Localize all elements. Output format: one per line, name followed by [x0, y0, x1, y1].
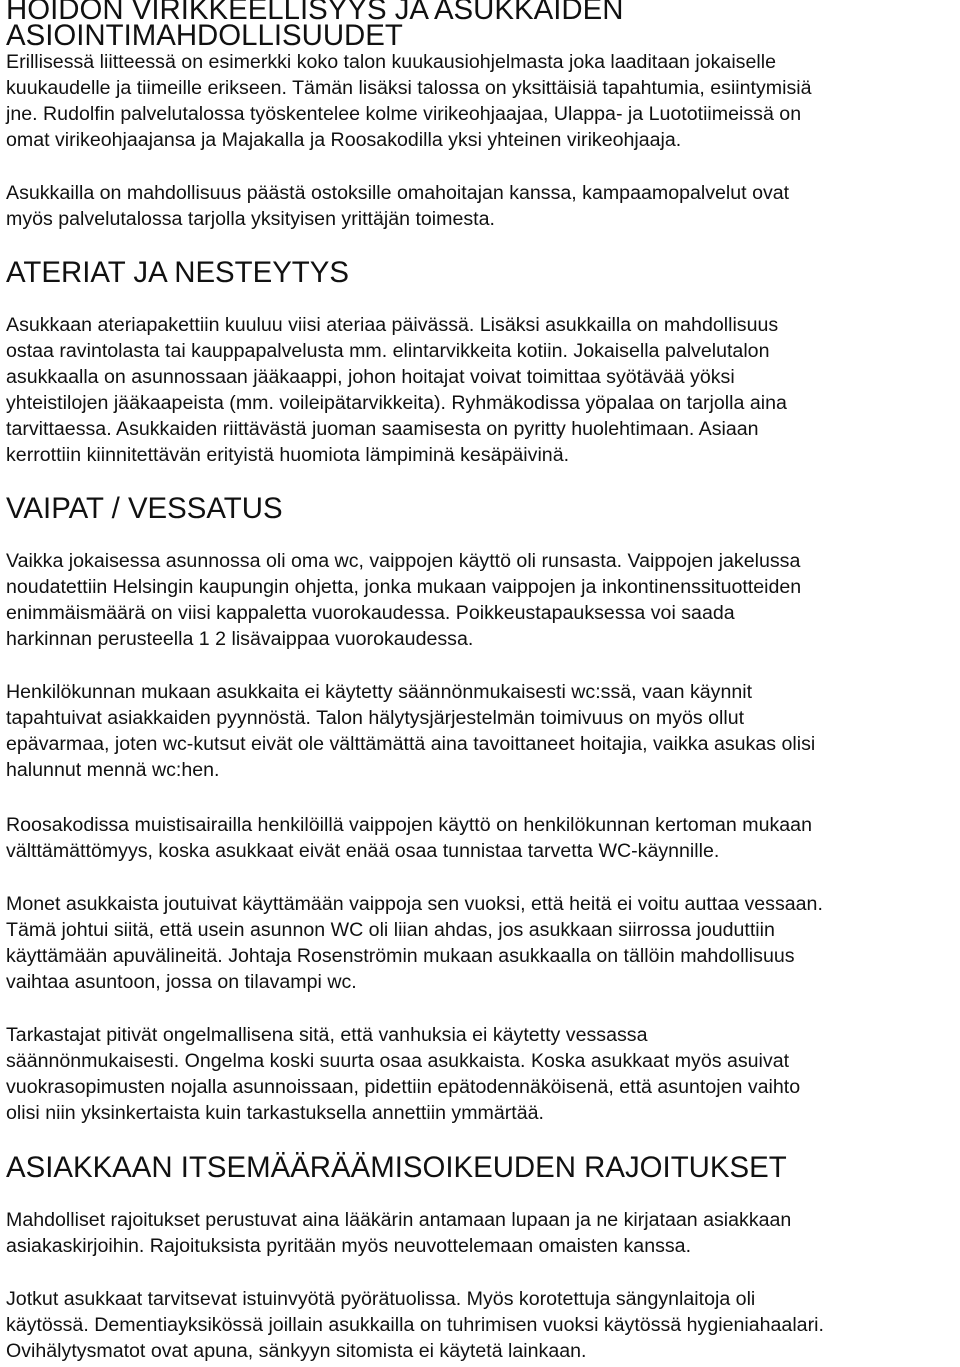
section-heading-restrictions: ASIAKKAAN ITSEMÄÄRÄÄMISOIKEUDEN RAJOITUKSET — [6, 1151, 787, 1184]
paragraph-activities-program: Erillisessä liitteessä on esimerkki koko talon kuukausiohjelmasta joka laaditaan jokaiselle kuukaudelle ja tiimeille erikseen. Tämän lisäksi talossa on yksittäisiä tapahtumia, esiintymisiä jne. Rudolfin palvelutalossa työskentelee kolme virikeohjaajaa, Ulappa- ja Luototiimeissä on omat virikeohjaajansa ja Majakalla ja Roosakodilla yksi yhteinen virikeohjaaja. — [6, 51, 812, 151]
paragraph-shopping-services: Asukkailla on mahdollisuus päästä ostoksille omahoitajan kanssa, kampaamopalvelut ovat myös palvelutalossa tarjolla yksityisen yrittäjän toimesta. — [6, 182, 790, 230]
paragraph-cramped-wc: Monet asukkaista joutuivat käyttämään vaippoja sen vuoksi, että heitä ei voitu auttaa vessaan. Tämä johtui siitä, että usein asunnon WC oli liian ahdas, jos asukkaan siirrossa jouduttiin käyttämään apuvälineitä. Johtaja Rosenströmin mukaan asukkaalla on tällöin mahdollisuus vaihtaa asuntoon, jossa on tilavampi wc. — [6, 893, 823, 993]
paragraph-meals: Asukkaan ateriapakettiin kuuluu viisi ateriaa päivässä. Lisäksi asukkailla on mahdollisuus ostaa ravintolasta tai kauppapalvelusta mm. elintarvikkeita kotiin. Jokaisella palvelutalon asukkaalla on asunnossaan jääkaappi, johon hoitajat voivat toimittaa syötävää yöksi yhteistilojen jääkaapeista (mm. voileipätarvikkeita). Ryhmäkodissa yöpalaa on tarjolla aina tarvittaessa. Asukkaiden riittävästä juoman saamisesta on pyritty huolehtimaan. Asiaan kerrottiin kiinnitettävän erityistä huomiota lämpiminä kesäpäivinä. — [6, 314, 787, 466]
paragraph-restraint-devices: Jotkut asukkaat tarvitsevat istuinvyötä pyörätuolissa. Myös korotettuja sängynlaitoja oli käytössä. Dementiayksikössä joillain asukkailla on tuhrimisen vuoksi käytössä hygieniahaalari. Ovihälytysmatot ovat apuna, sänkyyn sitomista ei käytetä lainkaan. — [6, 1288, 824, 1362]
paragraph-inspectors-view: Tarkastajat pitivät ongelmallisena sitä, että vanhuksia ei käytetty vessassa säännönmukaisesti. Ongelma koski suurta osaa asukkaista. Koska asukkaat myös asuivat vuokrasopimusten nojalla asunnoissaan, pidettiin epätodennäköisenä, että asuntojen vaihto olisi niin yksinkertaista kuin tarkastuksella annettiin ymmärtää. — [6, 1024, 801, 1124]
section-heading-meals: ATERIAT JA NESTEYTYS — [6, 256, 349, 289]
paragraph-restriction-basis: Mahdolliset rajoitukset perustuvat aina lääkärin antamaan lupaan ja ne kirjataan asiakkaan asiakaskirjoihin. Rajoituksista pyritään myös neuvottelemaan omaisten kanssa. — [6, 1209, 792, 1257]
paragraph-roosakoti: Roosakodissa muistisairailla henkilöillä vaippojen käyttö on henkilökunnan kertoman mukaan välttämättömyys, koska asukkaat eivät enää osaa tunnistaa tarvetta WC-käynnille. — [6, 814, 812, 862]
paragraph-diaper-distribution: Vaikka jokaisessa asunnossa oli oma wc, vaippojen käyttö oli runsasta. Vaippojen jakelussa noudatettiin Helsingin kaupungin ohjetta, jonka mukaan vaippojen ja inkontinenssituotteiden enimmäismäärä on viisi kappaletta vuorokaudessa. Poikkeustapauksessa voi saada harkinnan perusteella 1 2 lisävaippaa vuorokaudessa. — [6, 550, 802, 650]
section-heading-diapers-toileting: VAIPAT / VESSATUS — [6, 492, 283, 525]
section-heading-activities: HOIDON VIRIKKEELLISYYS JA ASUKKAIDEN ASIOINTIMAHDOLLISUUDET — [6, 0, 624, 52]
paragraph-toilet-visits: Henkilökunnan mukaan asukkaita ei käytetty säännönmukaisesti wc:ssä, vaan käynnit tapahtuivat asiakkaiden pyynnöstä. Talon hälytysjärjestelmän toimivuus on myös ollut epävarmaa, joten wc-kutsut eivät ole välttämättä aina tavoittaneet hoitajia, vaikka asukas olisi halunnut mennä wc:hen. — [6, 681, 816, 781]
